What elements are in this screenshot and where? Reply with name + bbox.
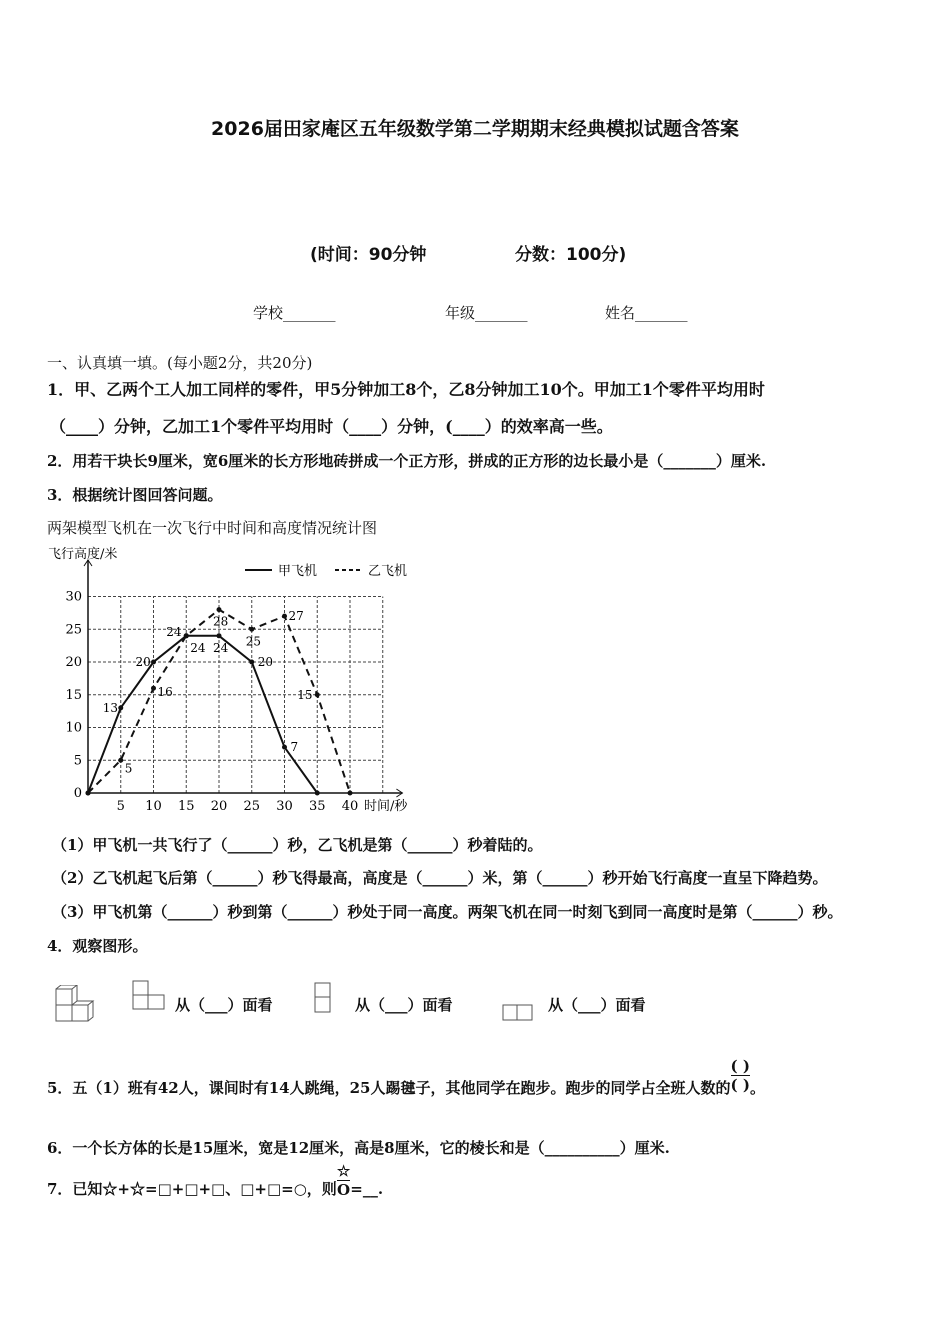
page-title: 2026届田家庵区五年级数学第二学期期末经典模拟试题含答案 <box>211 118 739 140</box>
fraction-denominator: ( ) <box>730 1075 750 1094</box>
data-point <box>348 791 353 796</box>
data-label: 25 <box>245 634 262 649</box>
question-1-cont: （____）分钟，乙加工1个零件平均用时（____）分钟，(____）的效率高一些。 <box>50 417 613 436</box>
question-3-3: （3）甲飞机第（______）秒到第（______）秒处于同一高度。两架飞机在同一时刻飞到同一高度时是第（______）秒。 <box>52 903 843 921</box>
question-5 <box>47 1056 765 1098</box>
y-tick-label: 25 <box>65 622 82 638</box>
x-tick-label: 25 <box>243 799 261 814</box>
data-point <box>151 660 156 665</box>
question-1: 1．甲、乙两个工人加工同样的零件，甲5分钟加工8个，乙8分钟加工10个。甲加工1个零件平均用时 <box>47 380 765 399</box>
fraction-numerator: ( ) <box>730 1056 750 1075</box>
data-point <box>184 633 189 638</box>
fraction-numerator: ☆ <box>336 1161 351 1180</box>
chart-title: 两架模型飞机在一次飞行中时间和高度情况统计图 <box>47 519 378 537</box>
x-tick-label: 20 <box>210 799 228 814</box>
data-point <box>282 614 287 619</box>
question-7 <box>47 1161 384 1199</box>
y-tick-label: 0 <box>73 786 82 801</box>
data-label: 24 <box>213 640 229 655</box>
x-tick-label: 40 <box>341 799 359 814</box>
data-label: 24 <box>166 624 182 639</box>
data-point <box>315 791 320 796</box>
view-answer-3: 从（___）面看 <box>548 996 646 1014</box>
question-3-1: （1）甲飞机一共飞行了（______）秒，乙飞机是第（______）秒着陆的。 <box>52 836 543 854</box>
data-label: 13 <box>102 700 119 715</box>
cube-stack-figure <box>52 985 97 1025</box>
question-3-2: （2）乙飞机起飞后第（______）秒飞得最高，高度是（______）米，第（______）秒开始飞行高度一直呈下降趋势。 <box>52 869 828 887</box>
data-label: 7 <box>290 740 299 755</box>
data-point <box>217 607 222 612</box>
data-point <box>217 633 222 638</box>
question-6: 6．一个长方体的长是15厘米，宽是12厘米，高是8厘米，它的棱长和是（__________）厘米. <box>47 1139 670 1157</box>
view-figure-3 <box>502 1004 534 1022</box>
legend-label-yi: 乙飞机 <box>368 564 408 579</box>
data-point <box>249 627 254 632</box>
question-7-text: 7．已知☆+☆=□+□+□、□+□=○，则 <box>47 1180 337 1198</box>
question-3: 3．根据统计图回答问题。 <box>47 486 223 504</box>
name-field[interactable]: 姓名_______ <box>605 304 688 322</box>
x-tick-label: 10 <box>145 799 162 814</box>
question-2: 2．用若干块长9厘米，宽6厘米的长方形地砖拼成一个正方形，拼成的正方形的边长最小是（_______）厘米. <box>47 452 767 470</box>
data-label: 20 <box>135 655 151 669</box>
data-point <box>86 791 91 796</box>
fraction-denominator: O <box>337 1180 351 1199</box>
x-tick-label: 15 <box>177 799 195 814</box>
data-label: 27 <box>288 609 304 624</box>
data-label: 28 <box>213 614 229 629</box>
data-label: 16 <box>157 685 173 700</box>
data-point <box>151 686 156 691</box>
question-4: 4．观察图形。 <box>47 937 148 955</box>
data-point <box>118 705 123 710</box>
data-label: 5 <box>124 761 133 776</box>
line-chart <box>40 540 430 820</box>
y-axis-label: 飞行高度/米 <box>48 547 118 562</box>
x-axis-label: 时间/秒 <box>364 799 408 814</box>
data-point <box>282 745 287 750</box>
view-answer-1: 从（___）面看 <box>175 996 273 1014</box>
series-line-jia <box>88 636 317 793</box>
data-point <box>118 758 123 763</box>
section-heading: 一、认真填一填。(每小题2分，共20分) <box>47 354 313 372</box>
view-figure-1 <box>132 980 166 1012</box>
y-tick-label: 10 <box>65 720 82 736</box>
data-point <box>249 660 254 665</box>
data-label: 20 <box>257 655 274 669</box>
score-label: 分数：100分) <box>515 245 627 265</box>
question-5-end: 。 <box>749 1079 765 1097</box>
grade-field[interactable]: 年级_______ <box>445 304 528 322</box>
y-tick-label: 15 <box>65 687 82 703</box>
x-tick-label: 30 <box>276 799 293 814</box>
x-tick-label: 5 <box>116 799 125 814</box>
data-point <box>315 692 320 697</box>
view-answer-2: 从（___）面看 <box>355 996 453 1014</box>
legend-label-jia: 甲飞机 <box>278 564 318 579</box>
data-label: 15 <box>297 687 313 702</box>
view-figure-2 <box>314 982 334 1014</box>
x-tick-label: 35 <box>308 799 326 814</box>
y-tick-label: 5 <box>73 753 82 769</box>
y-tick-label: 20 <box>65 655 82 670</box>
time-label: (时间：90分钟 <box>310 245 427 265</box>
data-label: 24 <box>190 640 206 655</box>
question-5-text: 5．五（1）班有42人，课间时有14人跳绳，25人踢毽子，其他同学在跑步。跑步的同学占全班人数的 <box>47 1079 731 1097</box>
school-field[interactable]: 学校_______ <box>253 304 336 322</box>
y-tick-label: 30 <box>65 589 82 605</box>
question-7-end: =__. <box>350 1180 384 1198</box>
